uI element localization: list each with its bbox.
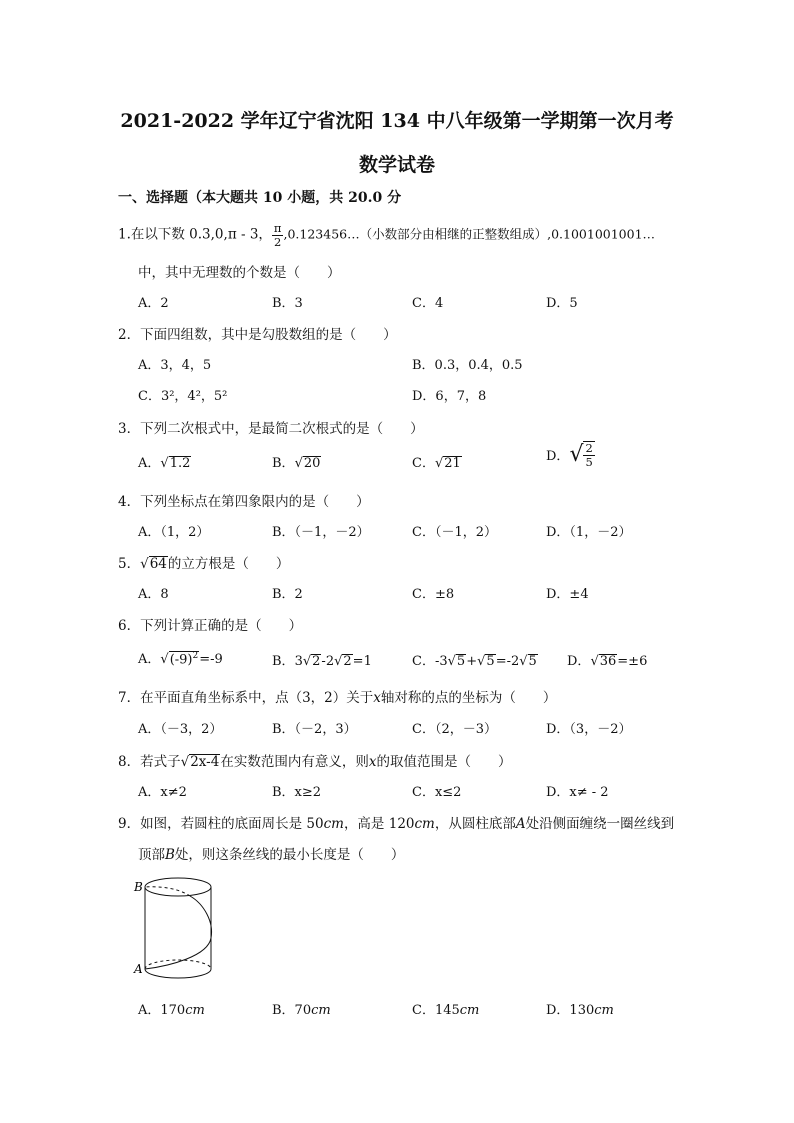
q4-option-c[interactable]: C．（－1，2）: [412, 525, 497, 540]
sqrt-symbol-icon: √: [180, 754, 190, 770]
q1-option-d[interactable]: D．5: [546, 296, 578, 311]
q6-b-coef1: 3: [294, 654, 303, 669]
q6-b-rad1: 2: [312, 654, 321, 669]
q6-b-coef2: -2: [321, 654, 335, 669]
q9-opt-d-unit: cm: [594, 1003, 614, 1018]
q7-option-c[interactable]: C．（2，－3）: [412, 722, 497, 737]
question-9-line2: [138, 843, 404, 863]
q6-option-c[interactable]: [412, 650, 538, 669]
q6-radicand-d: 36: [599, 654, 617, 669]
cylinder-bottom-front: [145, 969, 211, 978]
sqrt-symbol-icon: √: [519, 654, 528, 669]
q9-l2a: 顶部: [138, 847, 165, 863]
q6-d-post: =±6: [617, 654, 648, 669]
q6-option-a[interactable]: [138, 648, 223, 667]
q6-label-d: D．: [567, 654, 591, 669]
q9-opt-a-unit: cm: [185, 1003, 205, 1018]
q7-var: x: [373, 690, 381, 706]
cylinder-figure: [130, 874, 230, 984]
q9-l1d: 处沿侧面缠绕一圈丝线到: [525, 816, 675, 832]
question-6-stem: 6．下列计算正确的是（ ）: [118, 618, 303, 634]
q5-stem-post: 的立方根是（ ）: [167, 556, 290, 572]
q9-l1a: 9．如图，若圆柱的底面周长是 50: [118, 816, 324, 832]
sqrt-symbol-icon: √: [294, 456, 303, 471]
q9-option-a[interactable]: [138, 999, 205, 1018]
q6-c-rad1: 5: [456, 654, 466, 669]
question-4-stem: 4．下列坐标点在第四象限内的是（ ）: [118, 494, 370, 510]
q1-option-c[interactable]: C．4: [412, 296, 444, 311]
q5-option-c[interactable]: C．±8: [412, 587, 455, 602]
q9-unit-1: cm: [323, 816, 344, 832]
q3-label-a: A．: [138, 456, 161, 471]
section-heading: 一、选择题（本大题共 10 小题，共 20.0 分: [118, 190, 402, 206]
q3-label-b: B．: [272, 456, 295, 471]
q6-option-b[interactable]: [272, 650, 372, 669]
exam-title: 2021-2022 学年辽宁省沈阳 134 中八年级第一学期第一次月考: [120, 110, 674, 132]
string-back-path: [145, 887, 190, 896]
label-a: A: [134, 962, 143, 976]
sqrt-symbol-icon: √: [434, 456, 444, 471]
q4-option-b[interactable]: B．（－1，－2）: [272, 525, 370, 540]
q9-l1b: ，高是 120: [343, 816, 415, 832]
q6-a-post: =-9: [199, 652, 223, 667]
q2-option-d[interactable]: D．6，7，8: [412, 389, 487, 404]
q5-option-b[interactable]: B．2: [272, 587, 303, 602]
q9-opt-c-val: C．145: [412, 1003, 460, 1018]
q7-option-d[interactable]: D．（3，－2）: [546, 722, 632, 737]
q3-radicand-c: 21: [444, 456, 461, 471]
question-2-stem: 2．下面四组数，其中是勾股数组的是（ ）: [118, 327, 397, 343]
exam-subtitle: 数学试卷: [358, 154, 435, 176]
sqrt-symbol-icon: √: [569, 442, 584, 468]
sqrt-symbol-icon: √: [447, 654, 456, 669]
q3-frac-num: 2: [585, 441, 593, 455]
q6-label-a: A．: [138, 652, 161, 667]
q7-stem-pre: 7．在平面直角坐标系中，点（3，2）关于: [118, 690, 374, 706]
q9-opt-b-unit: cm: [311, 1003, 331, 1018]
question-1-stem: [118, 222, 655, 248]
question-1-line2: 中，其中无理数的个数是（ ）: [138, 265, 341, 281]
q4-option-a[interactable]: A．（1，2）: [138, 525, 210, 540]
question-8-stem: [118, 750, 511, 770]
q3-option-c[interactable]: [412, 452, 462, 471]
q8-option-d[interactable]: D．x≠ - 2: [546, 785, 609, 800]
q1-pre: 1.在以下数 0.3,0,π - 3，: [118, 226, 272, 243]
q6-c-plus: +: [466, 654, 478, 669]
q6-label-b: B．: [272, 654, 295, 669]
question-7-stem: [118, 686, 556, 706]
sqrt-symbol-icon: √: [160, 652, 169, 667]
q8-radicand: 2x-4: [190, 754, 220, 770]
q5-number: 5．: [118, 556, 141, 572]
q6-a-base: (-9): [169, 652, 193, 667]
q6-radicand-a: [169, 651, 200, 667]
q9-opt-d-val: D．130: [546, 1003, 595, 1018]
q3-option-d[interactable]: [546, 441, 595, 468]
q6-c-rad3: 5: [528, 654, 537, 669]
q8-var: x: [368, 754, 377, 770]
q2-option-b[interactable]: B．0.3，0.4，0.5: [412, 358, 523, 373]
q5-radicand: 64: [149, 556, 167, 572]
q9-opt-a-val: A．170: [138, 1003, 186, 1018]
label-b: B: [134, 880, 143, 894]
sqrt-symbol-icon: √: [140, 556, 149, 572]
q3-radicand-b: 20: [303, 456, 321, 471]
q1-option-b[interactable]: B．3: [272, 296, 303, 311]
sqrt-symbol-icon: √: [160, 456, 169, 471]
sqrt-symbol-icon: √: [590, 654, 599, 669]
q6-c-coef1: -3: [434, 654, 448, 669]
q6-b-result: =1: [352, 654, 372, 669]
sqrt-symbol-icon: √: [334, 654, 343, 669]
q3-option-a[interactable]: [138, 452, 191, 471]
q8-option-c[interactable]: C．x≤2: [412, 785, 462, 800]
q3-option-b[interactable]: [272, 452, 321, 471]
question-3-stem: 3．下列二次根式中，是最简二次根式的是（ ）: [118, 421, 424, 437]
q3-frac-den: 5: [585, 454, 593, 469]
q6-a-exponent: 2: [192, 650, 199, 661]
q2-option-c[interactable]: C．3²，4²，5²: [138, 389, 228, 404]
q1-option-a[interactable]: A．2: [138, 296, 169, 311]
q3-fraction-d: [583, 441, 594, 468]
q3-radicand-a: 1.2: [169, 456, 191, 471]
q9-opt-b-val: B．70: [272, 1003, 312, 1018]
q9-point-a: A: [515, 816, 526, 832]
q1-frac-den: 2: [274, 234, 282, 249]
q3-label-c: C．: [412, 456, 435, 471]
q5-option-a[interactable]: A．8: [138, 587, 169, 602]
q9-opt-c-unit: cm: [459, 1003, 480, 1018]
q8-option-b[interactable]: B．x≥2: [272, 785, 322, 800]
q2-option-a[interactable]: A．3，4，5: [138, 358, 212, 373]
q8-number: 8．若式子: [118, 754, 181, 770]
q1-frac-num: π: [273, 221, 282, 235]
sqrt-symbol-icon: √: [302, 654, 312, 669]
sqrt-symbol-icon: √: [477, 654, 486, 669]
q4-option-d[interactable]: D．（1，－2）: [546, 525, 632, 540]
q6-option-d[interactable]: [567, 650, 647, 669]
q1-post: ,0.123456…（小数部分由相继的正整数组成）,0.1001001001…: [283, 226, 656, 242]
q9-option-d[interactable]: [546, 999, 614, 1018]
q9-l1c: ，从圆柱底部: [434, 816, 516, 832]
question-5-stem: [118, 552, 289, 572]
q9-unit-2: cm: [414, 816, 435, 832]
q8-option-a[interactable]: A．x≠2: [138, 785, 187, 800]
q7-stem-post: 轴对称的点的坐标为（ ）: [380, 690, 557, 706]
q9-option-b[interactable]: [272, 999, 331, 1018]
q1-fraction: [272, 222, 284, 248]
q8-post: 的取值范围是（ ）: [376, 754, 512, 770]
q3-label-d: D．: [546, 449, 570, 465]
q6-label-c: C．: [412, 654, 435, 669]
q5-option-d[interactable]: D．±4: [546, 587, 589, 602]
question-9-line1: [118, 812, 674, 832]
q6-c-rad2: 5: [486, 654, 495, 669]
q6-b-rad2: 2: [343, 654, 352, 669]
q7-option-a[interactable]: A．（－3，2）: [138, 722, 223, 737]
q9-l2b: 处，则这条丝线的最小长度是（ ）: [174, 847, 405, 863]
q6-c-eq: =-2: [495, 654, 520, 669]
string-front-path: [145, 896, 212, 969]
q8-mid: 在实数范围内有意义，则: [220, 754, 369, 770]
q7-option-b[interactable]: B．（－2，3）: [272, 722, 357, 737]
q9-option-c[interactable]: [412, 999, 479, 1018]
q9-point-b: B: [165, 847, 175, 863]
